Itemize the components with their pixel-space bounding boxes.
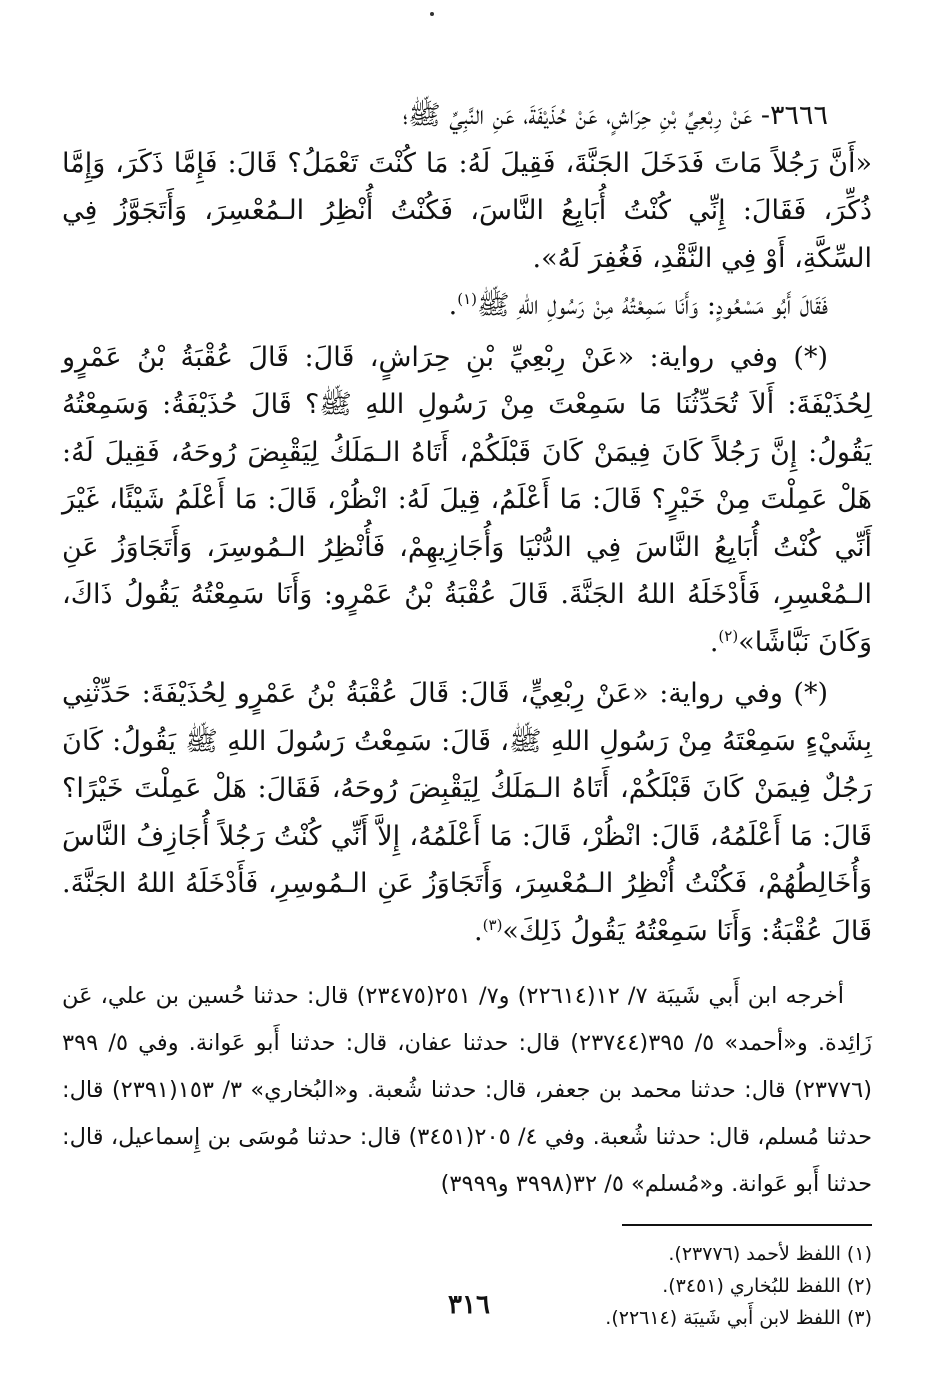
abu-masud-text: فَقَالَ أَبُو مَسْعُودٍ: وَأَنَا سَمِعْتُهُ مِنْ رَسُولِ اللهِ ﷺ — [477, 290, 828, 321]
footnote-2: (٢) اللفظ للبُخاري (٣٤٥١). — [662, 1275, 872, 1297]
footnote-3: (٣) اللفظ لابن أَبي شَيبَة (٢٢٦١٤). — [605, 1307, 872, 1329]
footnote-1: (١) اللفظ لأحمد (٢٣٧٧٦). — [668, 1243, 872, 1265]
scan-dot — [430, 12, 434, 16]
footnote-ref-3: (٣) — [482, 915, 503, 934]
hadith-header: ٣٦٦٦- عَنْ رِبْعِيِّ بْنِ حِرَاشٍ، عَنْ حُذَيْفَةَ، عَنِ النَّبِيِّ ﷺ؛ — [402, 100, 828, 131]
hadith-body — [62, 92, 872, 955]
abu-masud-paragraph: فَقَالَ أَبُو مَسْعُودٍ: وَأَنَا سَمِعْتُهُ مِنْ رَسُولِ اللهِ ﷺ$^{(١)}$. — [448, 290, 828, 321]
page-number: ٣١٦ — [448, 1290, 490, 1320]
riwaya-1: (*) وفي رواية: «عَنْ رِبْعِيِّ بْنِ حِرَاشٍ، قَالَ: قَالَ عُقْبَةُ بْنُ عَمْرٍو لِحُذَيْفَةَ: أَلاَ تُحَدِّثُنَا مَا سَمِعْتَ مِنْ رَسُولِ اللهِ ﷺ؟ قَالَ حُذَيْفَةُ: وَسَمِعْتُهُ يَقُولُ: إِنَّ رَجُلاً كَانَ فِيمَنْ كَانَ قَبْلَكُمْ، أَتَاهُ الـمَلَكُ لِيَقْبِضَ رُوحَهُ، فَقِيلَ لَهُ: هَلْ عَمِلْتَ مِنْ خَيْرٍ؟ قَالَ: مَا أَعْلَمُ، قِيلَ لَهُ: انْظُرْ، قَالَ: مَا أَعْلَمُ شَيْئًا، غَيْرَ أَنِّي كُنْتُ أُبَايِعُ النَّاسَ فِي الدُّنْيَا وَأُجَازِيهِمْ، فَأُنْظِرُ الـمُوسِرَ، وَأَتَجَاوَزُ عَنِ الـمُعْسِرِ، فَأَدْخَلَهُ اللهُ الجَنَّةَ. قَالَ عُقْبَةُ بْنُ عَمْرٍو: وَأَنَا سَمِعْتُهُ يَقُولُ ذَاكَ، وَكَانَ نَبَّاشًا»$^{(٢)}$. — [62, 341, 872, 658]
riwaya-2-text: (*) وفي رواية: «عَنْ رِبْعِيٍّ، قَالَ: قَالَ عُقْبَةُ بْنُ عَمْرٍو لِحُذَيْفَةَ: حَدِّثْنِي بِشَيْءٍ سَمِعْتَهُ مِنْ رَسُولِ اللهِ ﷺ، قَالَ: سَمِعْتُ رَسُولَ اللهِ ﷺ يَقُولُ: كَانَ رَجُلٌ فِيمَنْ كَانَ قَبْلَكُمْ، أَتَاهُ الـمَلَكُ لِيَقْبِضَ رُوحَهُ، فَقَالَ: هَلْ عَمِلْتَ خَيْرًا؟ قَالَ: مَا أَعْلَمُهُ، قَالَ: انْظُرْ، قَالَ: مَا أَعْلَمُهُ، إِلاَّ أَنِّي كُنْتُ رَجُلاً أُجَازِفُ النَّاسَ وَأُخَالِطُهُمْ، فَكُنْتُ أُنْظِرُ الـمُعْسِرَ، وَأَتَجَاوَزُ عَنِ الـمُوسِرِ، فَأَدْخَلَهُ اللهُ الجَنَّةَ. قَالَ عُقْبَةُ: وَأَنَا سَمِعْتُهُ يَقُولُ ذَلِكَ» — [62, 678, 872, 947]
hadith-main-text: «أَنَّ رَجُلاً مَاتَ فَدَخَلَ الجَنَّةَ، فَقِيلَ لَهُ: مَا كُنْتَ تَعْمَلُ؟ قَالَ: فَإِمَّا ذَكَرَ، وَإِمَّا ذُكِّرَ، فَقَالَ: إِنِّي كُنْتُ أُبَايِعُ النَّاسَ، فَكُنْتُ أُنْظِرُ الـمُعْسِرَ، وَأَتَجَوَّزُ فِي السِّكَّةِ، أَوْ فِي النَّقْدِ، فَغُفِرَ لَهُ». — [62, 147, 872, 274]
page-content — [62, 92, 872, 1334]
takhrij-section — [62, 973, 872, 1208]
riwaya-1-text: (*) وفي رواية: «عَنْ رِبْعِيِّ بْنِ حِرَاشٍ، قَالَ: قَالَ عُقْبَةُ بْنُ عَمْرٍو لِحُذَيْفَةَ: أَلاَ تُحَدِّثُنَا مَا سَمِعْتَ مِنْ رَسُولِ اللهِ ﷺ؟ قَالَ حُذَيْفَةُ: وَسَمِعْتُهُ يَقُولُ: إِنَّ رَجُلاً كَانَ فِيمَنْ كَانَ قَبْلَكُمْ، أَتَاهُ الـمَلَكُ لِيَقْبِضَ رُوحَهُ، فَقِيلَ لَهُ: هَلْ عَمِلْتَ مِنْ خَيْرٍ؟ قَالَ: مَا أَعْلَمُ، قِيلَ لَهُ: انْظُرْ، قَالَ: مَا أَعْلَمُ شَيْئًا، غَيْرَ أَنِّي كُنْتُ أُبَايِعُ النَّاسَ فِي الدُّنْيَا وَأُجَازِيهِمْ، فَأُنْظِرُ الـمُوسِرَ، وَأَتَجَاوَزُ عَنِ الـمُعْسِرِ، فَأَدْخَلَهُ اللهُ الجَنَّةَ. قَالَ عُقْبَةُ بْنُ عَمْرٍو: وَأَنَا سَمِعْتُهُ يَقُولُ ذَاكَ، وَكَانَ نَبَّاشًا» — [62, 341, 872, 658]
takhrij-text: أخرجه ابن أَبي شَيبَة ٧/ ١٢(٢٢٦١٤) و٧/ ٢٥١(٢٣٤٧٥) قال: حدثنا حُسين بن علي، عَن زَائِدة. و«أحمد» ٥/ ٣٩٥(٢٣٧٤٤) قال: حدثنا عفان، قال: حدثنا أَبو عَوانة. وفي ٥/ ٣٩٩ (٢٣٧٧٦) قال: حدثنا محمد بن جعفر، قال: حدثنا شُعبة. و«البُخاري» ٣/ ١٥٣(٢٣٩١) قال: حدثنا مُسلم، قال: حدثنا شُعبة. وفي ٤/ ٢٠٥(٣٤٥١) قال: حدثنا مُوسَى بن إِسماعيل، قال: حدثنا أَبو عَوانة. و«مُسلم» ٥/ ٣٢(٣٩٩٨ و٣٩٩٩) — [62, 983, 873, 1197]
footnote-ref-2: (٢) — [718, 626, 739, 645]
riwaya-2: (*) وفي رواية: «عَنْ رِبْعِيٍّ، قَالَ: قَالَ عُقْبَةُ بْنُ عَمْرٍو لِحُذَيْفَةَ: حَدِّثْنِي بِشَيْءٍ سَمِعْتَهُ مِنْ رَسُولِ اللهِ ﷺ، قَالَ: سَمِعْتُ رَسُولَ اللهِ ﷺ يَقُولُ: كَانَ رَجُلٌ فِيمَنْ كَانَ قَبْلَكُمْ، أَتَاهُ الـمَلَكُ لِيَقْبِضَ رُوحَهُ، فَقَالَ: هَلْ عَمِلْتَ خَيْرًا؟ قَالَ: مَا أَعْلَمُهُ، قَالَ: انْظُرْ، قَالَ: مَا أَعْلَمُهُ، إِلاَّ أَنِّي كُنْتُ رَجُلاً أُجَازِفُ النَّاسَ وَأُخَالِطُهُمْ، فَكُنْتُ أُنْظِرُ الـمُعْسِرَ، وَأَتَجَاوَزُ عَنِ الـمُوسِرِ، فَأَدْخَلَهُ اللهُ الجَنَّةَ. قَالَ عُقْبَةُ: وَأَنَا سَمِعْتُهُ يَقُولُ ذَلِكَ»$^{(٣)}$. — [62, 678, 872, 947]
footnote-divider — [622, 1224, 872, 1226]
footnote-ref-1: (١) — [457, 290, 478, 308]
